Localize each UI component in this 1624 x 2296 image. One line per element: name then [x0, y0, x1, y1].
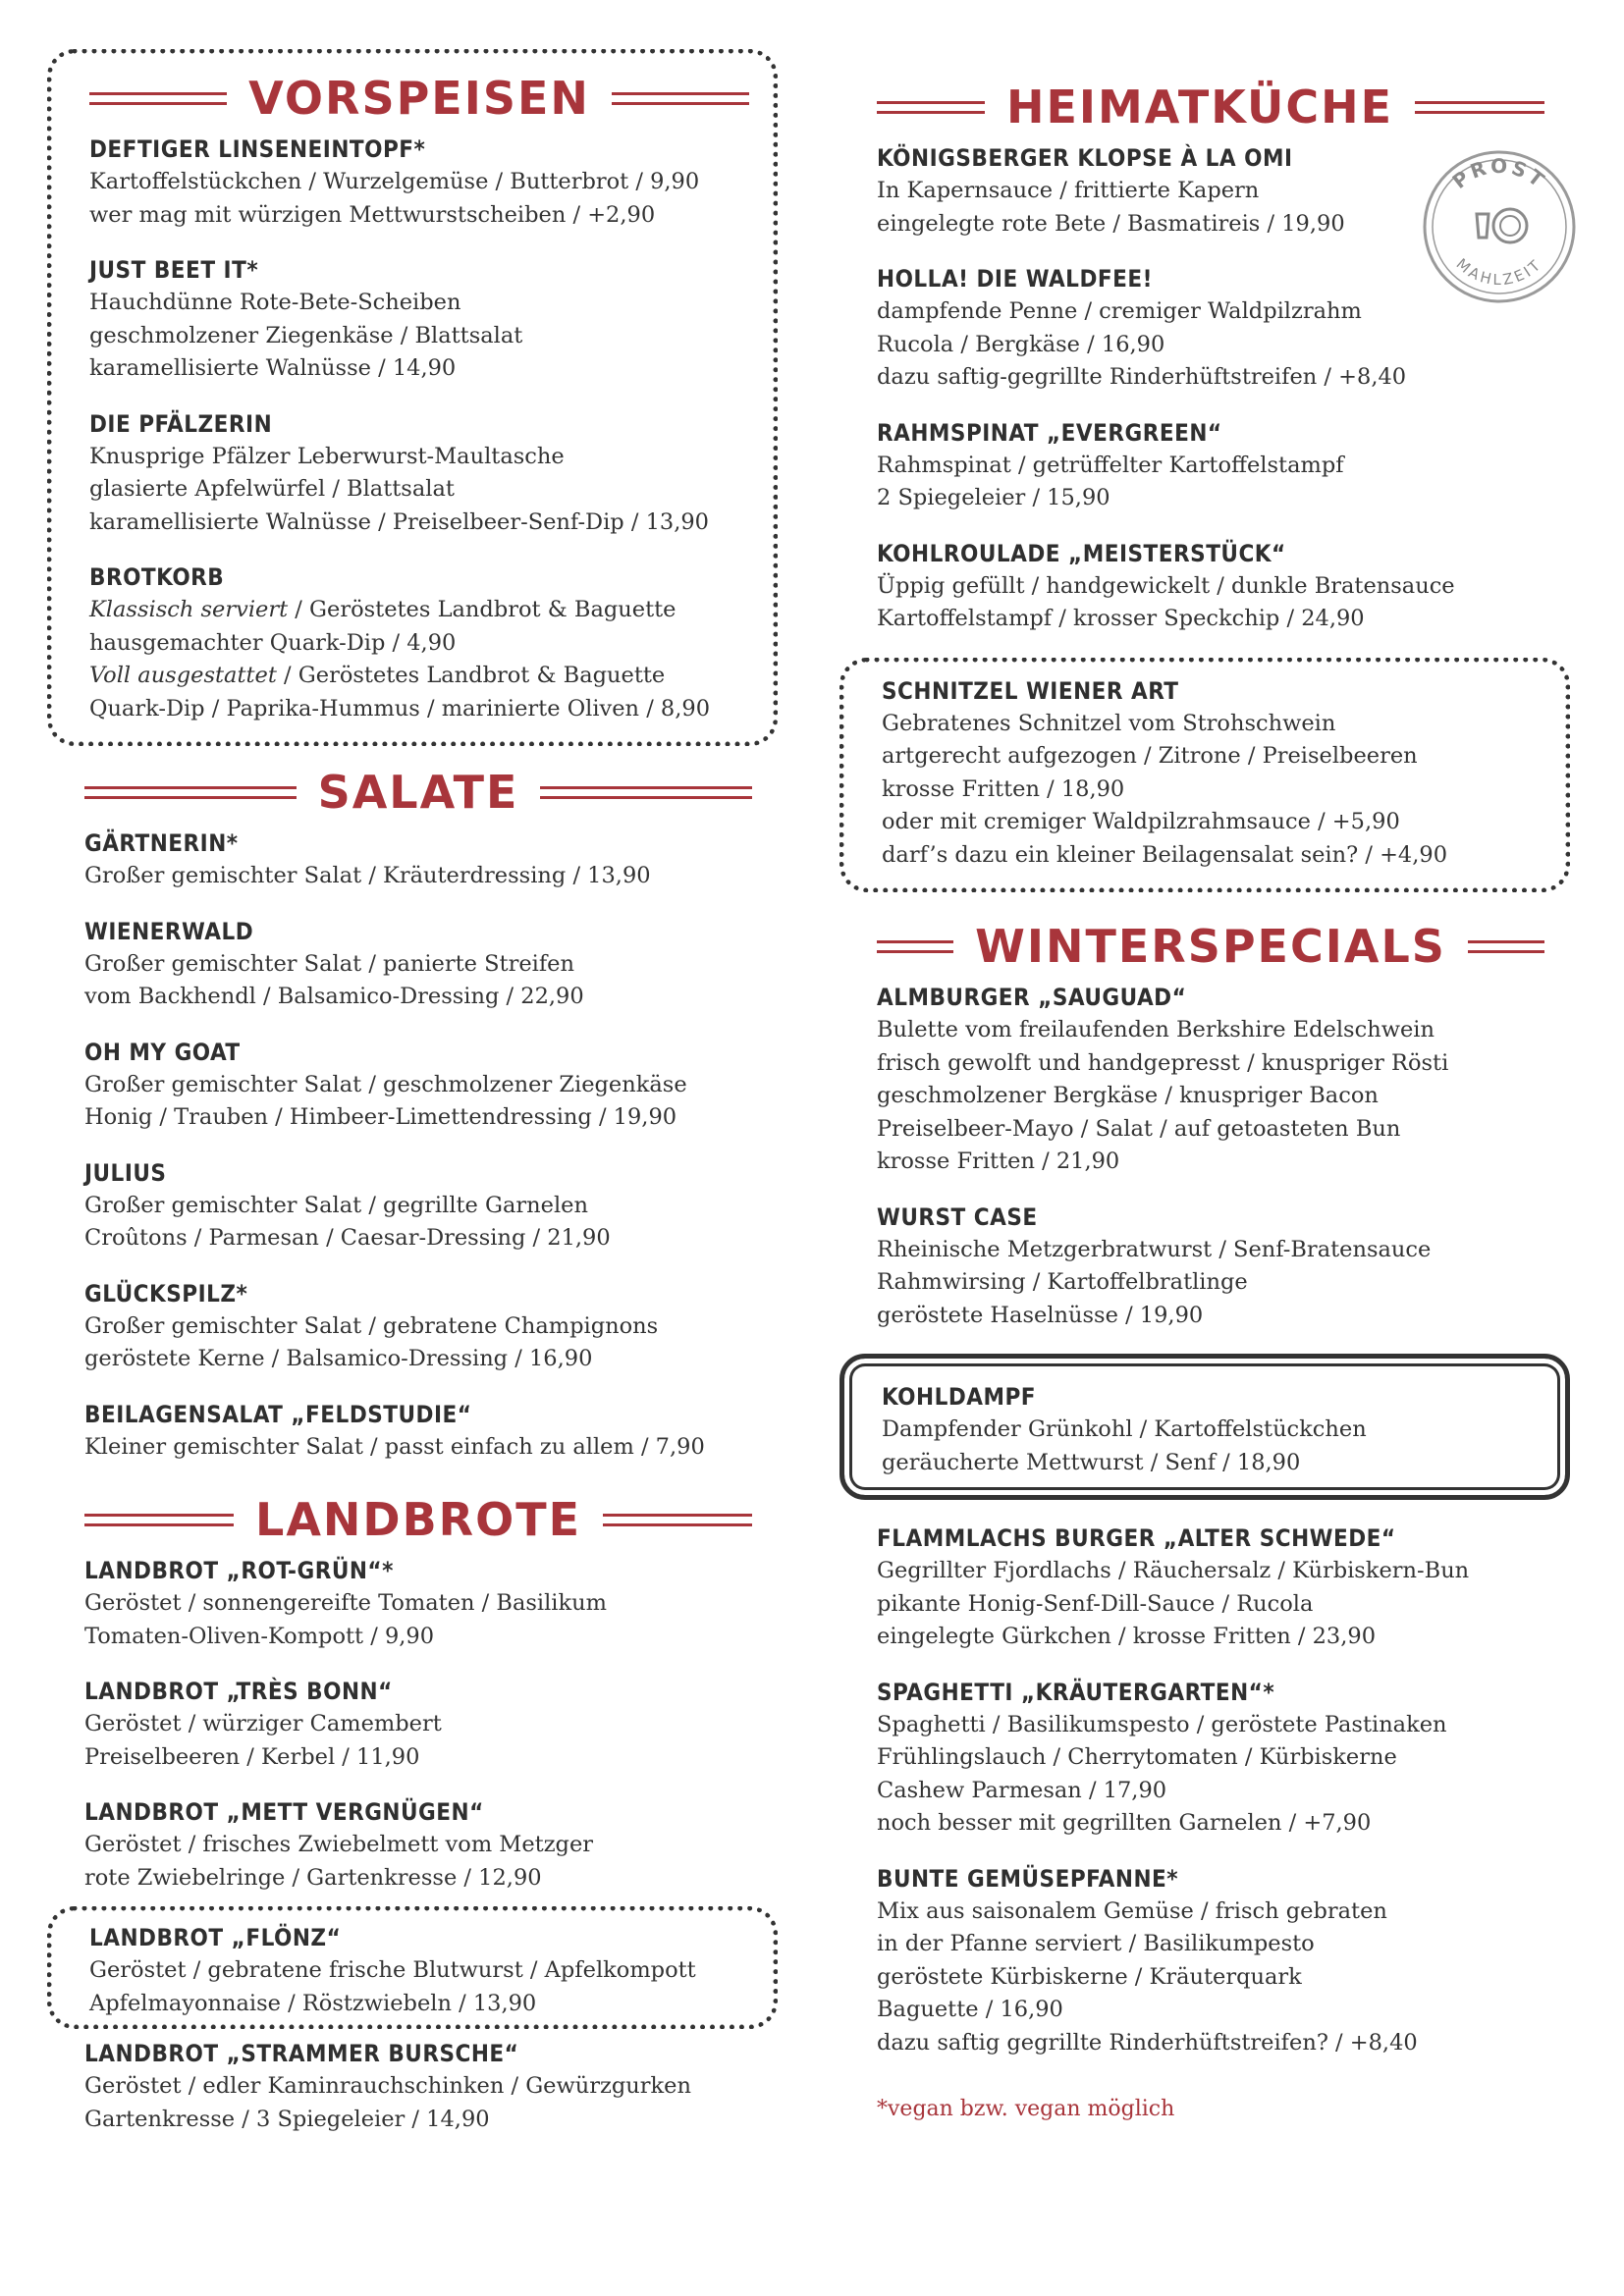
- svg-text:MAHLZEIT: [1453, 255, 1546, 289]
- menu-item: [89, 253, 749, 386]
- item-name: LANDBROT „FLÖNZ“: [89, 1924, 342, 1951]
- item-line: Großer gemischter Salat / gebratene Champignons: [84, 1312, 659, 1339]
- menu-item: [84, 1398, 752, 1465]
- menu-item: [877, 416, 1544, 515]
- item-name: DEFTIGER LINSENEINTOPF*: [89, 135, 426, 163]
- vegan-footnote: *vegan bzw. vegan möglich: [877, 2097, 1175, 2121]
- item-line: [89, 660, 749, 693]
- schnitzel-box: [839, 658, 1570, 893]
- item-line: Gebratenes Schnitzel vom Strohschwein: [882, 710, 1336, 736]
- section-title: HEIMATKÜCHE: [1006, 80, 1394, 133]
- title-rule: [1415, 101, 1544, 114]
- title-rule: [612, 92, 749, 105]
- item-line: Großer gemischter Salat / Kräuterdressing / 13,90: [84, 863, 651, 888]
- item-line: Mix aus saisonalem Gemüse / frisch gebraten: [877, 1897, 1387, 1924]
- item-line: frisch gewolft und handgepresst / knuspriger Rösti: [877, 1049, 1449, 1076]
- item-line: geschmolzener Bergkäse / knuspriger Bacon: [877, 1083, 1379, 1108]
- item-line: geschmolzener Ziegenkäse / Blattsalat: [89, 322, 523, 348]
- menu-item: [89, 133, 749, 232]
- title-rule: [1468, 940, 1544, 953]
- item-line: Frühlingslauch / Cherrytomaten / Kürbiskerne: [877, 1744, 1397, 1770]
- menu-item: [89, 1921, 749, 2020]
- floenz-box: [47, 1906, 778, 2029]
- item-line: eingelegte rote Bete / Basmatireis / 19,90: [877, 210, 1345, 237]
- item-name: JULIUS: [84, 1158, 167, 1187]
- item-line: Honig / Trauben / Himbeer-Limettendressing / 19,90: [84, 1104, 677, 1130]
- item-line: oder mit cremiger Waldpilzrahmsauce / +5,90: [882, 809, 1400, 834]
- item-line: Tomaten-Oliven-Kompott / 9,90: [84, 1623, 435, 1649]
- item-line: dazu saftig gegrillte Rinderhüftstreifen? / +8,40: [877, 2029, 1418, 2056]
- menu-item: [84, 1795, 752, 1895]
- section-header-winterspecials: [877, 912, 1544, 981]
- item-line: darf’s dazu ein kleiner Beilagensalat sein? / +4,90: [882, 841, 1448, 868]
- title-rule: [89, 92, 227, 105]
- menu-item: [877, 1522, 1544, 1654]
- item-line: [89, 594, 749, 627]
- prost-mahlzeit-stamp: [1420, 147, 1579, 306]
- kohldampf-box: [839, 1354, 1570, 1500]
- menu-item: [84, 1277, 752, 1376]
- item-line: krosse Fritten / 21,90: [877, 1148, 1120, 1174]
- menu-item: [84, 1554, 752, 1653]
- item-line: Spaghetti / Basilikumspesto / geröstete Pastinaken: [877, 1711, 1447, 1737]
- section-header-vorspeisen: [89, 64, 749, 133]
- section-header-heimatkueche: [877, 73, 1544, 141]
- title-rule: [84, 786, 297, 799]
- item-line: Gartenkresse / 3 Spiegeleier / 14,90: [84, 2106, 490, 2132]
- item-name: LANDBROT „TRÈS BONN“: [84, 1678, 393, 1705]
- item-line: Hauchdünne Rote-Bete-Scheiben: [89, 290, 461, 315]
- item-line: Geröstet / edler Kaminrauchschinken / Gewürzgurken: [84, 2073, 691, 2099]
- item-line: noch besser mit gegrillten Garnelen / +7,90: [877, 1810, 1372, 1836]
- title-rule: [877, 940, 953, 953]
- item-line: Gegrillter Fjordlachs / Räuchersalz / Kürbiskern-Bun: [877, 1558, 1470, 1583]
- item-line: Dampfender Grünkohl / Kartoffelstückchen: [882, 1416, 1367, 1442]
- item-line: geräucherte Mettwurst / Senf / 18,90: [882, 1449, 1301, 1475]
- item-line: rote Zwiebelringe / Gartenkresse / 12,90: [84, 1864, 542, 1891]
- item-line: wer mag mit würzigen Mettwurstscheiben / +2,90: [89, 201, 656, 228]
- item-line: Croûtons / Parmesan / Caesar-Dressing / 21,90: [84, 1225, 611, 1251]
- item-line: Rucola / Bergkäse / 16,90: [877, 331, 1165, 357]
- item-line: artgerecht aufgezogen / Zitrone / Preiselbeeren: [882, 743, 1418, 769]
- item-name: RAHMSPINAT „EVERGREEN“: [877, 418, 1222, 447]
- item-name: BEILAGENSALAT „FELDSTUDIE“: [84, 1400, 472, 1428]
- item-line: Preiselbeeren / Kerbel / 11,90: [84, 1743, 420, 1770]
- stamp-icon: [1420, 147, 1579, 306]
- item-line: Üppig gefüllt / handgewickelt / dunkle Bratensauce: [877, 572, 1455, 599]
- menu-item: [877, 981, 1544, 1179]
- stamp-top-text: PROST: [1447, 153, 1551, 193]
- item-line: in der Pfanne serviert / Basilikumpesto: [877, 1931, 1315, 1956]
- item-line: Großer gemischter Salat / geschmolzener Ziegenkäse: [84, 1071, 687, 1097]
- item-line: geröstete Kerne / Balsamico-Dressing / 16,90: [84, 1346, 593, 1371]
- menu-item: [877, 1676, 1544, 1841]
- item-line: Cashew Parmesan / 17,90: [877, 1777, 1167, 1803]
- item-name: BROTKORB: [89, 563, 225, 591]
- vorspeisen-box: [47, 49, 778, 746]
- right-column: [877, 49, 1544, 2121]
- item-line: pikante Honig-Senf-Dill-Sauce / Rucola: [877, 1590, 1314, 1617]
- item-name: LANDBROT „METT VERGNÜGEN“: [84, 1798, 484, 1826]
- item-name: LANDBROT „ROT-GRÜN“*: [84, 1557, 394, 1584]
- item-line: In Kapernsauce / frittierte Kapern: [877, 178, 1260, 203]
- item-name: ALMBURGER „SAUGUAD“: [877, 984, 1187, 1011]
- menu-item: [89, 407, 749, 540]
- menu-item: [84, 1156, 752, 1255]
- menu-item: [882, 1380, 1542, 1479]
- item-line: karamellisierte Walnüsse / 14,90: [89, 355, 457, 381]
- section-title: SALATE: [317, 766, 519, 819]
- item-name: LANDBROT „STRAMMER BURSCHE“: [84, 2040, 519, 2067]
- item-variant-label: Klassisch serviert: [89, 597, 289, 622]
- menu-item: [89, 561, 749, 725]
- item-line: geröstete Kürbiskerne / Kräuterquark: [877, 1963, 1302, 1990]
- title-rule: [603, 1514, 752, 1526]
- item-variant-text: / Geröstetes Landbrot & Baguette: [276, 663, 666, 688]
- menu-item: [877, 1862, 1544, 2060]
- item-line: Bulette vom freilaufenden Berkshire Edelschwein: [877, 1017, 1435, 1042]
- item-line: krosse Fritten / 18,90: [882, 775, 1125, 802]
- menu-item: [84, 2037, 752, 2136]
- item-line: Baguette / 16,90: [877, 1997, 1063, 2022]
- item-name: KOHLROULADE „MEISTERSTÜCK“: [877, 539, 1286, 567]
- item-line: Rahmspinat / getrüffelter Kartoffelstampf: [877, 452, 1344, 478]
- menu-item: [84, 1675, 752, 1774]
- item-line: Kartoffelstampf / krosser Speckchip / 24,90: [877, 606, 1365, 631]
- item-name: KÖNIGSBERGER KLOPSE À LA OMI: [877, 144, 1293, 172]
- item-line: karamellisierte Walnüsse / Preiselbeer-Senf-Dip / 13,90: [89, 508, 709, 535]
- stamp-bottom-text: MAHLZEIT: [1452, 254, 1546, 290]
- item-line: dazu saftig-gegrillte Rinderhüftstreifen / +8,40: [877, 364, 1407, 390]
- item-name: HOLLA! DIE WALDFEE!: [877, 265, 1153, 293]
- item-line: Geröstet / gebratene frische Blutwurst / Apfelkompott: [89, 1957, 696, 1983]
- item-line: Geröstet / würziger Camembert: [84, 1711, 442, 1736]
- section-title: LANDBROTE: [255, 1493, 581, 1546]
- item-name: SPAGHETTI „KRÄUTERGARTEN“*: [877, 1678, 1275, 1706]
- item-name: KOHLDAMPF: [882, 1383, 1037, 1411]
- menu-item: [877, 1201, 1544, 1333]
- menu-item: [882, 674, 1542, 873]
- item-line: Geröstet / sonnengereifte Tomaten / Basilikum: [84, 1590, 607, 1616]
- item-name: GLÜCKSPILZ*: [84, 1279, 248, 1308]
- item-line: Apfelmayonnaise / Röstzwiebeln / 13,90: [89, 1990, 537, 2016]
- item-variant-text: / Geröstetes Landbrot & Baguette: [288, 597, 677, 622]
- title-rule: [84, 1514, 234, 1526]
- item-line: 2 Spiegeleier / 15,90: [877, 485, 1110, 510]
- menu-item: [84, 827, 752, 893]
- item-line: Rahmwirsing / Kartoffelbratlinge: [877, 1269, 1248, 1295]
- item-line: Preiselbeer-Mayo / Salat / auf getoasteten Bun: [877, 1115, 1401, 1142]
- item-name: BUNTE GEMÜSEPFANNE*: [877, 1864, 1179, 1893]
- item-line: hausgemachter Quark-Dip / 4,90: [89, 629, 457, 656]
- title-rule: [540, 786, 752, 799]
- menu-item: [877, 537, 1544, 636]
- title-rule: [877, 101, 985, 114]
- item-variant-label: Voll ausgestattet: [89, 663, 277, 688]
- item-line: eingelegte Gürkchen / krosse Fritten / 23,90: [877, 1624, 1377, 1649]
- item-name: WIENERWALD: [84, 917, 254, 945]
- menu-item: [84, 915, 752, 1014]
- left-column: [84, 49, 752, 2158]
- item-name: SCHNITZEL WIENER ART: [882, 676, 1179, 705]
- section-header-salate: [84, 758, 752, 827]
- section-header-landbrote: [84, 1485, 752, 1554]
- item-line: Rheinische Metzgerbratwurst / Senf-Bratensauce: [877, 1236, 1432, 1262]
- item-name: DIE PFÄLZERIN: [89, 409, 273, 438]
- item-line: Großer gemischter Salat / gegrillte Garnelen: [84, 1192, 588, 1218]
- item-line: vom Backhendl / Balsamico-Dressing / 22,90: [84, 984, 584, 1009]
- item-name: OH MY GOAT: [84, 1038, 241, 1066]
- item-line: Großer gemischter Salat / panierte Streifen: [84, 950, 574, 977]
- item-line: Knusprige Pfälzer Leberwurst-Maultasche: [89, 443, 565, 469]
- section-title: WINTERSPECIALS: [975, 920, 1446, 973]
- item-name: WURST CASE: [877, 1202, 1038, 1231]
- item-line: dampfende Penne / cremiger Waldpilzrahm: [877, 298, 1362, 324]
- section-title: VORSPEISEN: [248, 72, 590, 125]
- item-name: FLAMMLACHS BURGER „ALTER SCHWEDE“: [877, 1524, 1396, 1552]
- item-name: JUST BEET IT*: [89, 256, 259, 284]
- item-line: Geröstet / frisches Zwiebelmett vom Metzger: [84, 1832, 594, 1857]
- item-line: geröstete Haselnüsse / 19,90: [877, 1302, 1204, 1328]
- item-line: Kleiner gemischter Salat / passt einfach zu allem / 7,90: [84, 1433, 705, 1460]
- item-line: glasierte Apfelwürfel / Blattsalat: [89, 476, 455, 502]
- item-line: Kartoffelstückchen / Wurzelgemüse / Butterbrot / 9,90: [89, 169, 700, 194]
- item-line: Quark-Dip / Paprika-Hummus / marinierte Oliven / 8,90: [89, 695, 711, 721]
- item-name: GÄRTNERIN*: [84, 829, 239, 857]
- menu-item: [84, 1036, 752, 1135]
